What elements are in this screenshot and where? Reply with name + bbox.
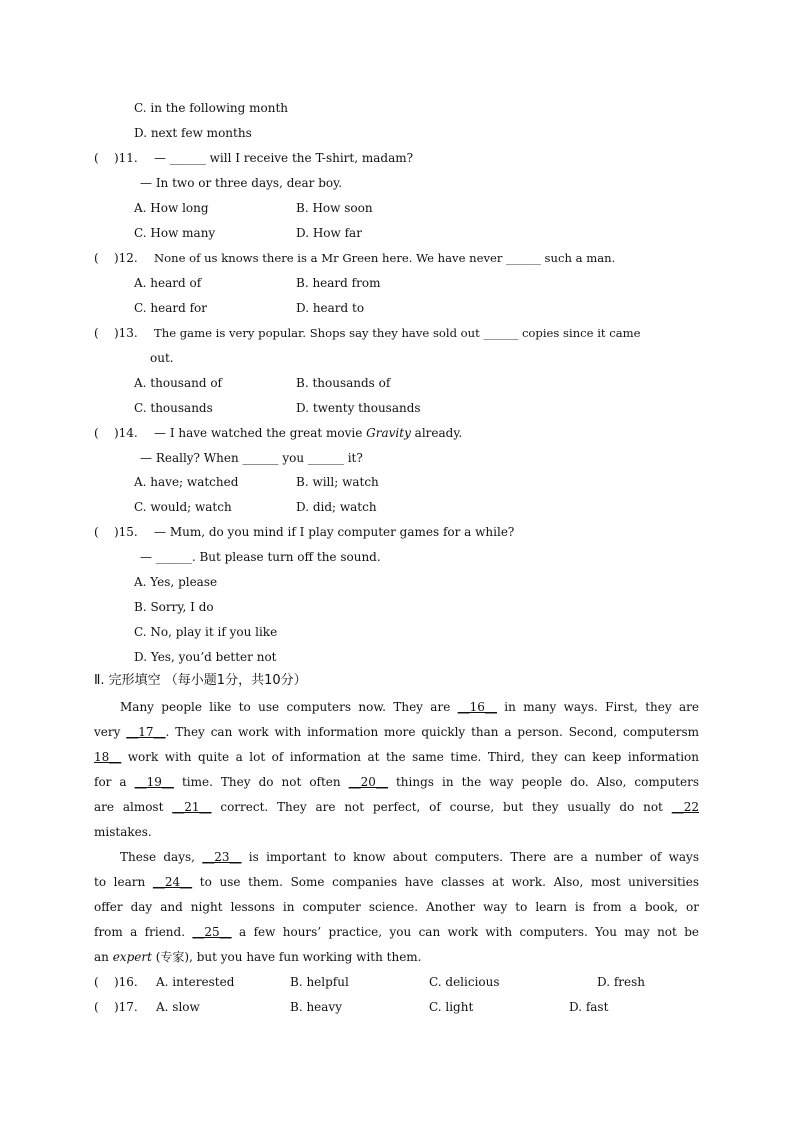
passage-line-2: very __17__. They can work with information more quickly than a person. Second, computersm bbox=[94, 725, 699, 739]
q11-option-a: A. How long bbox=[134, 201, 209, 215]
q14-stem-post: already. bbox=[410, 426, 463, 440]
q15-reply: — ______. But please turn off the sound. bbox=[140, 550, 381, 564]
passage-line-6: mistakes. bbox=[94, 825, 152, 839]
passage-p2-line-5: an expert (专家), but you have fun working with them. bbox=[94, 950, 422, 964]
passage-line-5: are almost __21__ correct. They are not perfect, of course, but they usually do not __22 bbox=[94, 800, 699, 814]
passage-p2-line-1: These days, __23__ is important to know about computers. There are a number of ways bbox=[120, 850, 699, 864]
q17-number: ( )17. bbox=[94, 1000, 138, 1014]
q14-option-b: B. will; watch bbox=[296, 475, 379, 489]
blank-24[interactable]: __24__ bbox=[152, 875, 193, 889]
section-heading-cloze: Ⅱ. 完形填空 （每小题1分，共10分） bbox=[94, 673, 307, 688]
passage-line-1: Many people like to use computers now. They are __16__ in many ways. First, they are bbox=[120, 700, 700, 714]
q17-option-b: B. heavy bbox=[290, 1000, 342, 1014]
q10-option-c: C. in the following month bbox=[134, 101, 289, 115]
q15-stem: — Mum, do you mind if I play computer games for a while? bbox=[154, 525, 515, 539]
q13-option-a: A. thousand of bbox=[134, 376, 223, 390]
q17-option-a: A. slow bbox=[156, 1000, 200, 1014]
q13-stem: The game is very popular. Shops say they have sold out ______ copies since it came bbox=[154, 326, 641, 340]
q15-option-d: D. Yes, you’d better not bbox=[134, 650, 277, 664]
q14-stem bbox=[154, 425, 462, 441]
q13-option-d: D. twenty thousands bbox=[296, 401, 421, 415]
blank-23[interactable]: __23__ bbox=[202, 850, 242, 864]
q15-option-b: B. Sorry, I do bbox=[134, 600, 214, 614]
blank-22[interactable]: __22 bbox=[671, 800, 699, 814]
q17-option-c: C. light bbox=[429, 1000, 474, 1014]
blank-16[interactable]: __16__ bbox=[457, 700, 497, 714]
q15-option-c: C. No, play it if you like bbox=[134, 625, 278, 639]
q12-number: ( )12. bbox=[94, 251, 138, 265]
q14-number: ( )14. bbox=[94, 426, 138, 440]
passage-p2-line-2: to learn __24__ to use them. Some companies have classes at work. Also, most universities bbox=[94, 875, 700, 889]
q13-option-c: C. thousands bbox=[134, 401, 213, 415]
q11-option-d: D. How far bbox=[296, 226, 362, 240]
q12-option-b: B. heard from bbox=[296, 276, 381, 290]
q12-option-a: A. heard of bbox=[134, 276, 202, 290]
q16-option-d: D. fresh bbox=[597, 975, 645, 989]
q13-number: ( )13. bbox=[94, 326, 138, 340]
q14-stem-pre: — I have watched the great movie bbox=[154, 426, 367, 440]
q11-stem: — ______ will I receive the T-shirt, madam? bbox=[154, 151, 414, 165]
q12-stem: None of us knows there is a Mr Green here. We have never ______ such a man. bbox=[154, 251, 616, 265]
blank-25[interactable]: __25__ bbox=[192, 925, 232, 939]
passage-line-4: for a __19__ time. They do not often __20__ things in the way people do. Also, computers bbox=[94, 775, 699, 789]
q14-option-c: C. would; watch bbox=[134, 500, 232, 514]
q14-movie-title: Gravity bbox=[366, 426, 411, 440]
q14-reply: — Really? When ______ you ______ it? bbox=[140, 451, 363, 465]
blank-21[interactable]: __21__ bbox=[172, 800, 212, 814]
q13-option-b: B. thousands of bbox=[296, 376, 391, 390]
passage-p2-line-3: offer day and night lessons in computer science. Another way to learn is from a book, or bbox=[94, 900, 699, 914]
q14-option-d: D. did; watch bbox=[296, 500, 377, 514]
q10-option-d: D. next few months bbox=[134, 126, 252, 140]
q15-option-a: A. Yes, please bbox=[134, 575, 218, 589]
q16-number: ( )16. bbox=[94, 975, 138, 989]
q11-option-b: B. How soon bbox=[296, 201, 373, 215]
word-expert: expert bbox=[112, 950, 152, 964]
passage-line-3: 18__ work with quite a lot of information at the same time. Third, they can keep information bbox=[94, 750, 699, 764]
blank-20[interactable]: __20__ bbox=[348, 775, 388, 789]
passage-p2-line-4: from a friend. __25__ a few hours’ practice, you can work with computers. You may not be bbox=[94, 925, 699, 939]
q12-option-d: D. heard to bbox=[296, 301, 365, 315]
q14-option-a: A. have; watched bbox=[134, 475, 239, 489]
q17-option-d: D. fast bbox=[569, 1000, 609, 1014]
q11-reply: — In two or three days, dear boy. bbox=[140, 176, 343, 190]
q15-number: ( )15. bbox=[94, 525, 138, 539]
blank-18[interactable]: 18__ bbox=[94, 750, 122, 764]
q16-option-b: B. helpful bbox=[290, 975, 349, 989]
q12-option-c: C. heard for bbox=[134, 301, 208, 315]
q11-option-c: C. How many bbox=[134, 226, 216, 240]
blank-19[interactable]: __19__ bbox=[134, 775, 174, 789]
q16-option-a: A. interested bbox=[156, 975, 235, 989]
blank-17[interactable]: __17__ bbox=[126, 725, 166, 739]
q16-option-c: C. delicious bbox=[429, 975, 500, 989]
q13-stem-continued: out. bbox=[150, 351, 174, 365]
q11-number: ( )11. bbox=[94, 151, 138, 165]
